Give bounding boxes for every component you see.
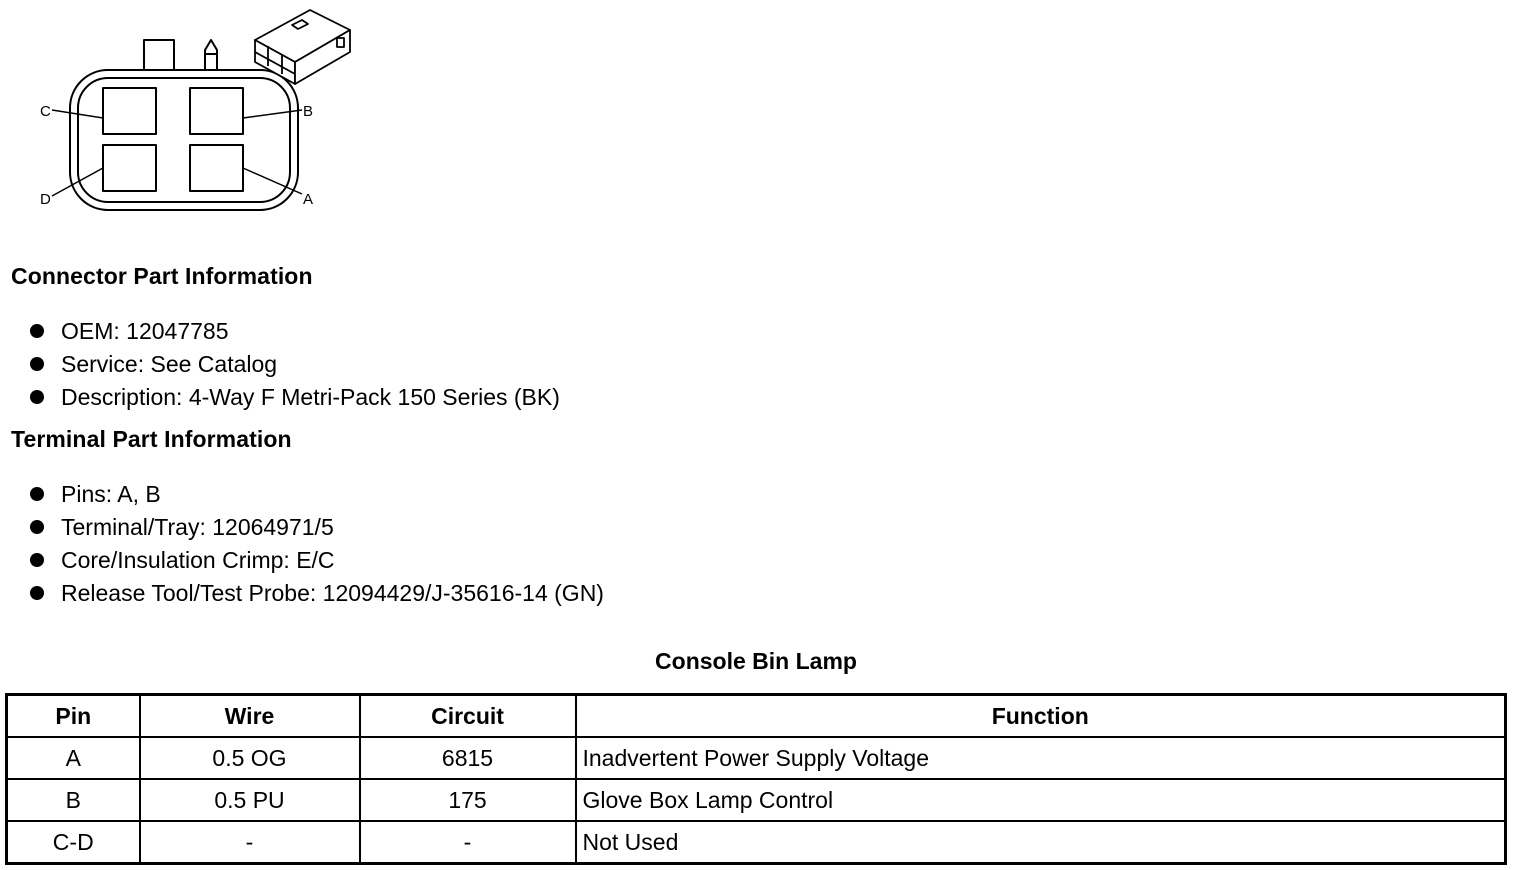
bullet-icon: [30, 390, 44, 404]
list-item: [30, 577, 604, 610]
pin-function-table: [5, 693, 1507, 865]
bullet-icon: [30, 520, 44, 534]
pins-text: Pins: A, B: [61, 481, 161, 507]
bullet-icon: [30, 324, 44, 338]
bullet-icon: [30, 357, 44, 371]
pin-cell: C-D: [7, 821, 140, 864]
terminal-part-info-heading: Terminal Part Information: [11, 426, 292, 452]
wire-column-header: Wire: [140, 695, 360, 738]
function-cell: Not Used: [576, 821, 1506, 864]
release-tool-text: Release Tool/Test Probe: 12094429/J-35616-14 (GN): [61, 580, 604, 606]
list-item: [30, 348, 560, 381]
connector-part-info-list: [30, 315, 560, 414]
table-title: Console Bin Lamp: [655, 648, 857, 674]
bullet-icon: [30, 487, 44, 501]
circuit-cell: 175: [360, 779, 576, 821]
list-item: [30, 511, 604, 544]
terminal-tray-text: Terminal/Tray: 12064971/5: [61, 514, 334, 540]
bullet-icon: [30, 586, 44, 600]
function-column-header: Function: [576, 695, 1506, 738]
pin-cell: A: [7, 737, 140, 779]
wire-cell: 0.5 PU: [140, 779, 360, 821]
pin-cell: B: [7, 779, 140, 821]
table-header-row: [7, 695, 1506, 738]
oem-text: OEM: 12047785: [61, 318, 229, 344]
pin-label-d: D: [40, 191, 51, 208]
circuit-column-header: Circuit: [360, 695, 576, 738]
crimp-text: Core/Insulation Crimp: E/C: [61, 547, 335, 573]
table-row: [7, 821, 1506, 864]
connector-part-info-heading: Connector Part Information: [11, 263, 313, 289]
wire-cell: 0.5 OG: [140, 737, 360, 779]
list-item: [30, 315, 560, 348]
pin-label-a: A: [303, 191, 314, 208]
circuit-cell: -: [360, 821, 576, 864]
table-row: [7, 779, 1506, 821]
terminal-part-info-list: [30, 478, 604, 610]
circuit-cell: 6815: [360, 737, 576, 779]
function-cell: Inadvertent Power Supply Voltage: [576, 737, 1506, 779]
wire-cell: -: [140, 821, 360, 864]
service-text: Service: See Catalog: [61, 351, 278, 377]
pin-label-c: C: [40, 103, 51, 120]
bullet-icon: [30, 553, 44, 567]
list-item: [30, 478, 604, 511]
description-text: Description: 4-Way F Metri-Pack 150 Series (BK): [61, 384, 560, 410]
table-row: [7, 737, 1506, 779]
pin-column-header: Pin: [7, 695, 140, 738]
list-item: [30, 381, 560, 414]
list-item: [30, 544, 604, 577]
connector-face-diagram: [30, 0, 370, 220]
function-cell: Glove Box Lamp Control: [576, 779, 1506, 821]
pin-label-b: B: [303, 103, 314, 120]
